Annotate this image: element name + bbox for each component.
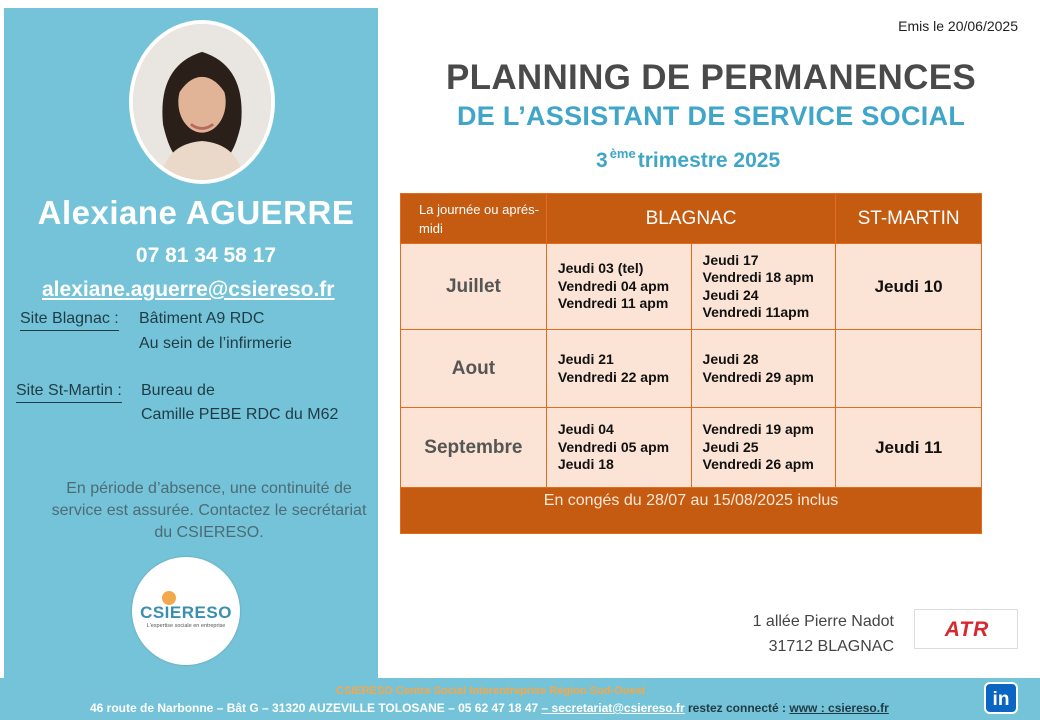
st-martin-cell [836, 330, 982, 408]
footer-org-name: CSIERESO Centre Social Interentreprise Région Sud-Ouest [336, 685, 646, 697]
blagnac-cell-b [691, 244, 836, 330]
logo-tagline: L'expertise sociale en entreprise [146, 623, 226, 629]
st-martin-cell: Jeudi 10 [836, 244, 982, 330]
blagnac-cell-a [546, 408, 691, 488]
contact-email-link[interactable]: alexiane.aguerre@csiereso.fr [42, 278, 335, 301]
slot: Vendredi 26 apm [702, 456, 814, 473]
slot: Vendredi 22 apm [557, 368, 670, 385]
quarter-label [596, 146, 781, 173]
slot: Vendredi 05 apm [557, 438, 670, 455]
footer [0, 678, 1040, 720]
quarter-sup: ème [609, 146, 636, 161]
csiereso-logo [132, 557, 240, 665]
planning-table [400, 193, 982, 534]
month-cell: Septembre [401, 408, 547, 488]
month-cell: Juillet [401, 244, 547, 330]
contact-name: Alexiane AGUERRE [37, 194, 355, 231]
footer-connect-label: restez connecté : [687, 701, 787, 715]
slot: Jeudi 28 [702, 351, 759, 367]
table-row [401, 408, 982, 488]
site-st-martin-label: Site St-Martin : [16, 382, 122, 403]
quarter-text: trimestre 2025 [637, 149, 781, 172]
site-blagnac-line1: Bâtiment A9 RDC [139, 310, 265, 327]
slot: Vendredi 11 apm [557, 295, 669, 312]
site-st-martin-line1: Bureau de [141, 382, 215, 399]
site-st-martin-line2: Camille PEBE RDC du M62 [141, 406, 339, 423]
slot: Jeudi 21 [557, 351, 614, 367]
absence-note: En période d’absence, une continuité de service est assurée. Contactez le secrétariat du CSIERESO. [51, 480, 367, 541]
profile-photo [133, 24, 271, 180]
avatar [129, 20, 275, 184]
conges-text: En congés du 28/07 au 15/08/2025 inclus [543, 492, 839, 509]
contact-panel [4, 8, 378, 678]
atr-logo-text: ATR [944, 618, 990, 641]
site-blagnac-line2: Au sein de l’infirmerie [139, 335, 292, 352]
page-subtitle: DE L’ASSISTANT DE SERVICE SOCIAL [457, 101, 966, 131]
site-blagnac-label: Site Blagnac : [20, 310, 119, 331]
conges-row [401, 488, 982, 534]
contact-phone[interactable]: 07 81 34 58 17 [135, 244, 277, 267]
table-row [401, 330, 982, 408]
quarter-number: 3 [596, 149, 608, 172]
blagnac-cell-b [691, 408, 836, 488]
page-title: PLANNING DE PERMANENCES [446, 58, 977, 97]
linkedin-icon[interactable]: in [984, 682, 1018, 714]
slot: Jeudi 04 [557, 421, 614, 438]
conges-banner [401, 488, 982, 534]
slot: Vendredi 19 apm [702, 421, 814, 438]
footer-email-link[interactable]: – secretariat@csiereso.fr [541, 701, 685, 715]
footer-address: 46 route de Narbonne – Bât G – 31320 AUZEVILLE TOLOSANE – 05 62 47 18 47 [90, 701, 539, 715]
slot: Vendredi 04 apm [557, 277, 670, 294]
header-blagnac: BLAGNAC [546, 194, 835, 244]
table-header-row [401, 194, 982, 244]
footer-contact-line [90, 701, 889, 715]
slot: Vendredi 29 apm [702, 368, 814, 385]
logo-text: CSIERESO [140, 603, 232, 622]
header-st-martin: ST-MARTIN [836, 194, 982, 244]
blagnac-cell-b [691, 330, 836, 408]
footer-website-link[interactable]: www : csiereso.fr [789, 701, 889, 715]
atr-logo [914, 609, 1018, 649]
blagnac-cell-a [546, 244, 691, 330]
slot: Vendredi 18 apm [702, 269, 814, 285]
month-cell: Aout [401, 330, 547, 408]
slot: Vendredi 11apm [702, 304, 810, 320]
slot: Jeudi 03 (tel) [557, 260, 644, 277]
st-martin-cell: Jeudi 11 [836, 408, 982, 488]
slot: Jeudi 17 [702, 251, 759, 268]
table-row [401, 244, 982, 330]
slot: Jeudi 25 [702, 438, 759, 455]
address-line1: 1 allée Pierre Nadot [752, 613, 894, 630]
slot: Jeudi 18 [557, 456, 614, 473]
address-line2: 31712 BLAGNAC [768, 638, 894, 655]
header-period: La journée ou aprés-midi [401, 194, 547, 244]
address-block [753, 609, 894, 659]
blagnac-cell-a [546, 330, 691, 408]
slot: Jeudi 24 [702, 286, 759, 303]
issue-date: Emis le 20/06/2025 [898, 18, 1018, 34]
